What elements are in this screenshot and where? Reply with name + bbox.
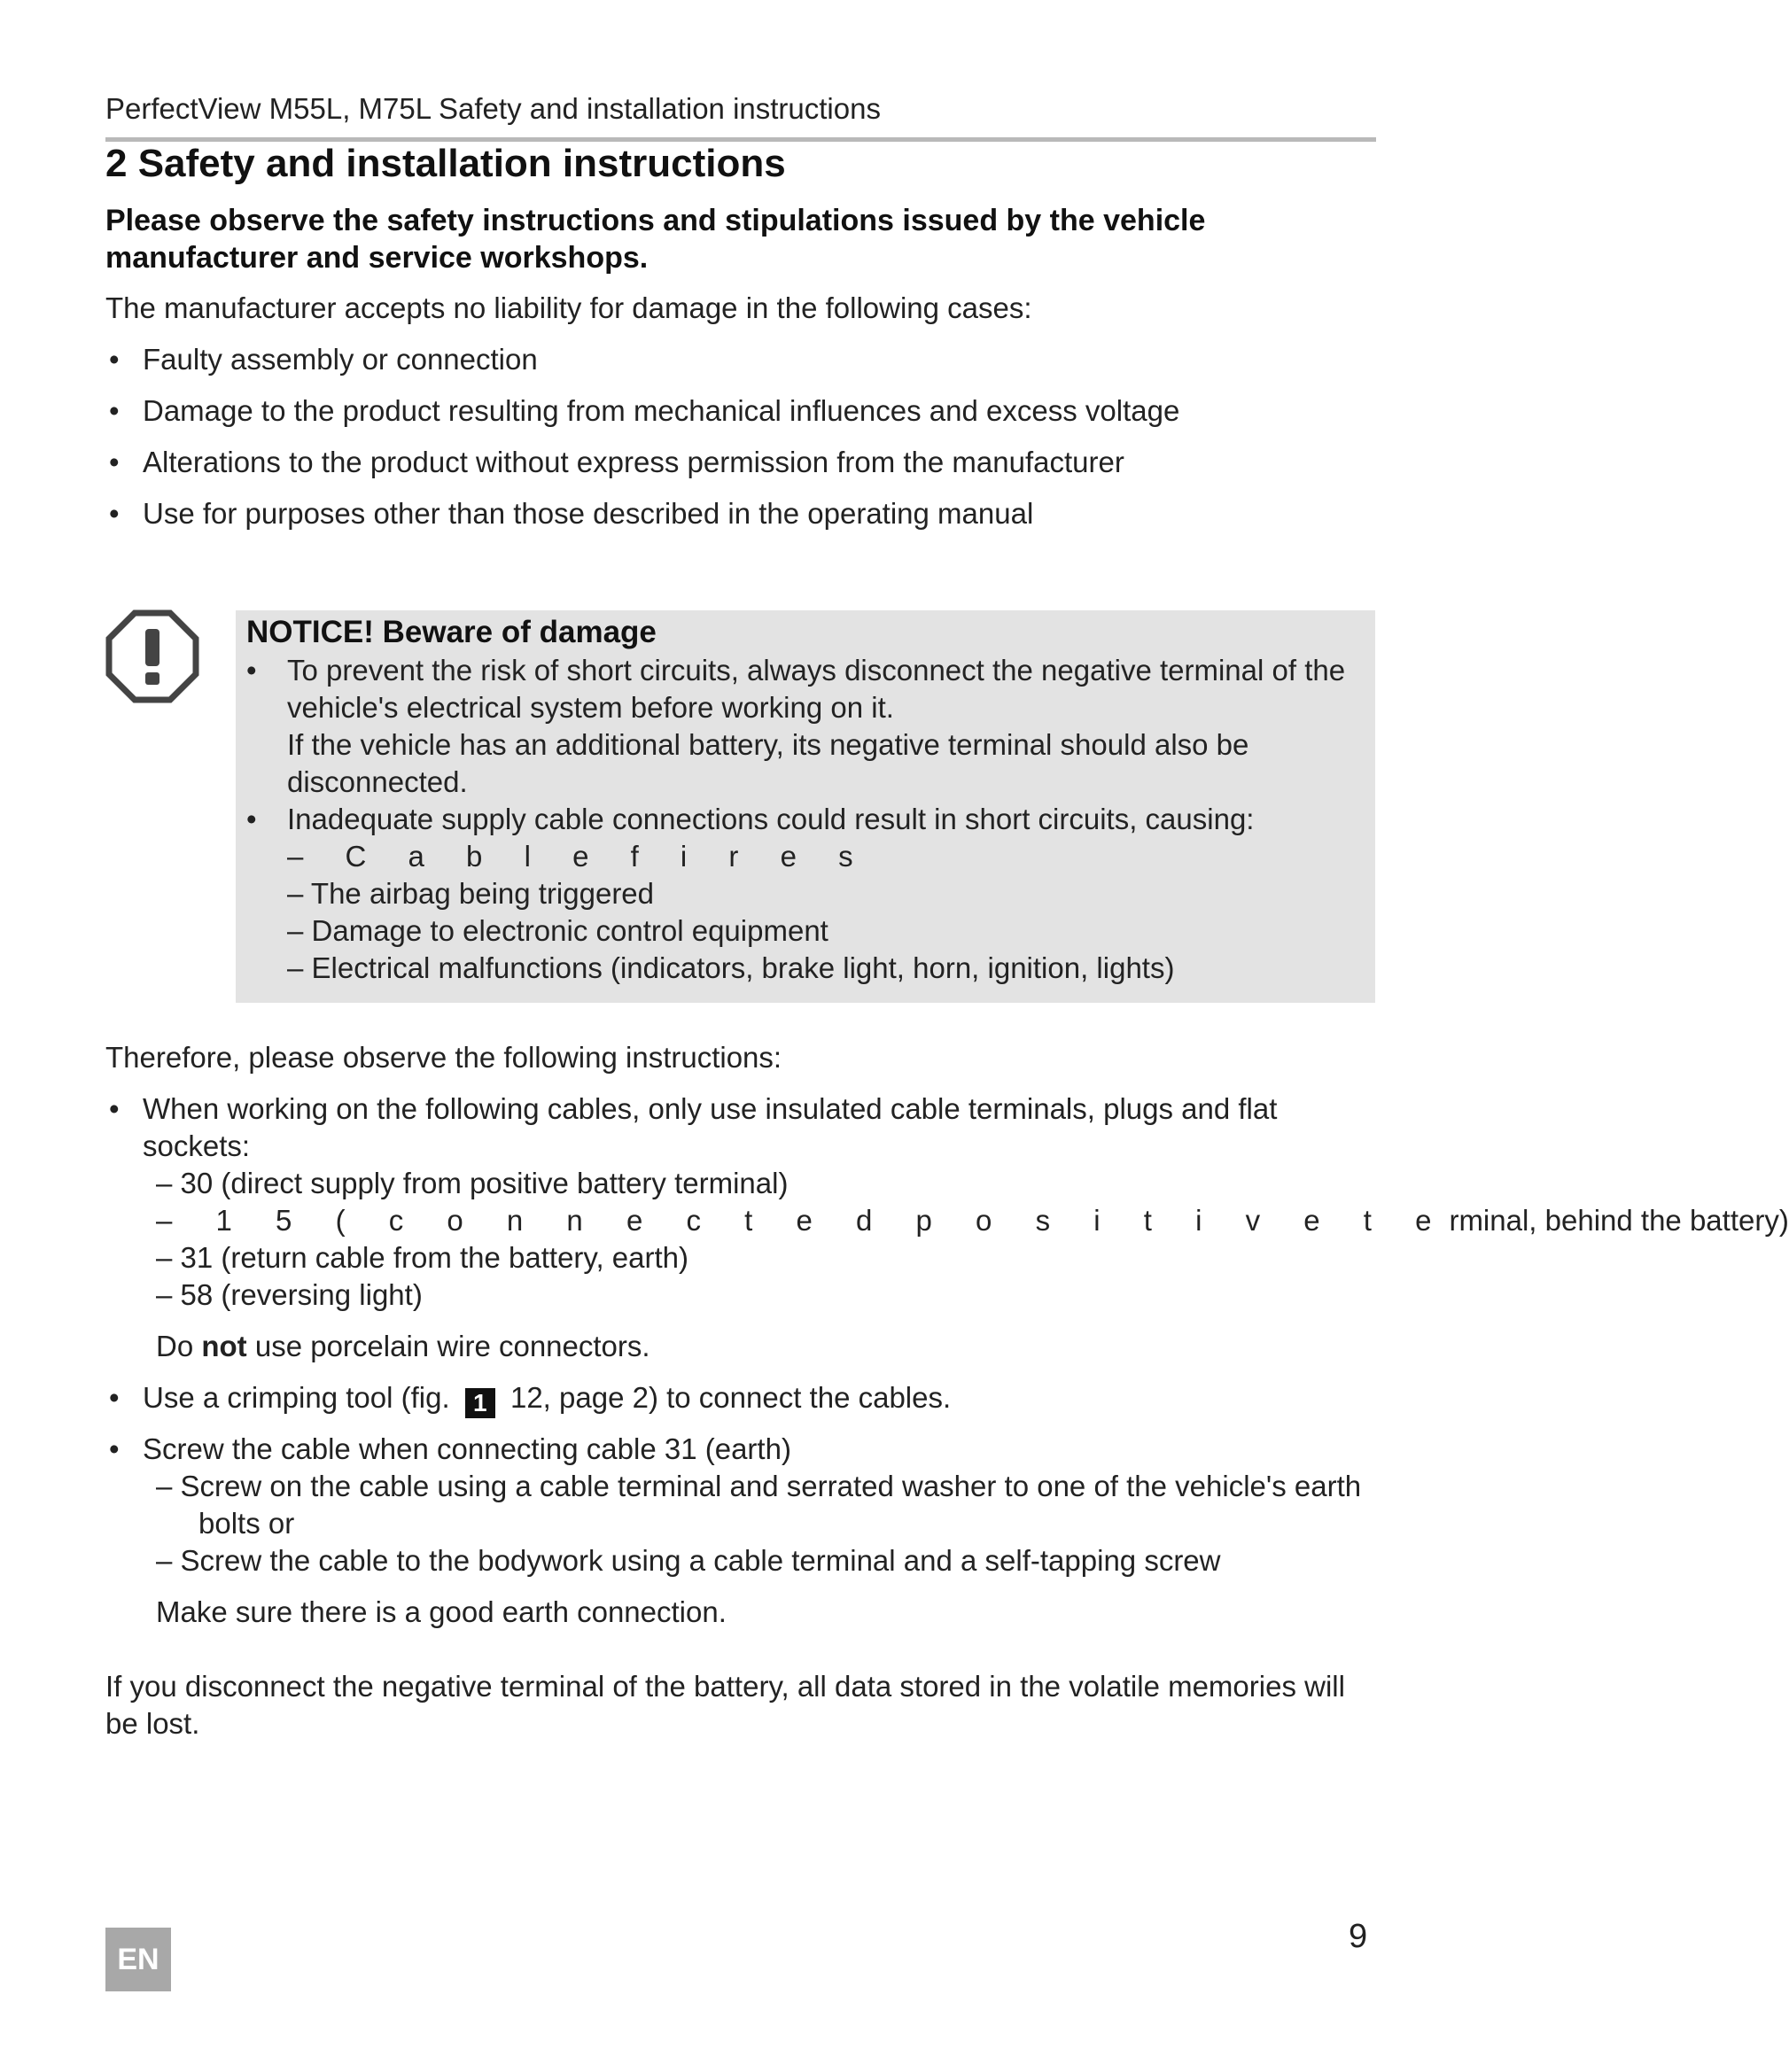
notice-item-line: disconnected. <box>287 765 468 798</box>
bullet-icon: • <box>109 394 120 427</box>
lead-line-1: Please observe the safety instructions and stipulations issued by the vehicle <box>105 204 1206 237</box>
closing-line: If you disconnect the negative terminal of the battery, all data stored in the volatile memories will <box>105 1670 1345 1703</box>
consequence-item: – Damage to electronic control equipment <box>287 914 828 947</box>
bullet-icon: • <box>246 654 257 687</box>
exclamation-octagon-icon <box>105 609 199 703</box>
notice-item-text <box>287 652 1345 801</box>
list-item-text: Use for purposes other than those described in the operating manual <box>143 497 1034 530</box>
bullet-icon: • <box>246 803 257 835</box>
bullet-icon: • <box>109 1432 120 1465</box>
earth-option-continued: bolts or <box>198 1507 295 1540</box>
liability-intro: The manufacturer accepts no liability for damage in the following cases: <box>105 291 1032 324</box>
list-item-text: Alterations to the product without express permission from the manufacturer <box>143 446 1124 478</box>
figure-reference-badge: 1 <box>465 1388 495 1418</box>
bullet-icon: • <box>109 1381 120 1414</box>
earth-note: Make sure there is a good earth connection. <box>156 1595 727 1628</box>
emphasis-not: not <box>201 1330 247 1362</box>
list-item-text <box>143 1090 1277 1165</box>
page-number: 9 <box>1349 1918 1368 1955</box>
cable-item-tail: rminal, behind the battery) <box>1449 1204 1789 1237</box>
lead-paragraph <box>105 202 1257 276</box>
earth-option: – Screw the cable to the bodywork using a cable terminal and a self-tapping screw <box>156 1544 1221 1577</box>
bullet-icon: • <box>109 1092 120 1125</box>
list-item-text: Use a crimping tool (fig. 1 12, page 2) to connect the cables. <box>143 1381 952 1416</box>
cable-item: – 58 (reversing light) <box>156 1278 423 1311</box>
earth-option: – Screw on the cable using a cable terminal and serrated washer to one of the vehicle's earth <box>156 1470 1362 1502</box>
cable-item: – 31 (return cable from the battery, earth) <box>156 1241 689 1274</box>
notice-item-text: Inadequate supply cable connections could result in short circuits, causing: <box>287 803 1255 835</box>
porcelain-warning: Do not use porcelain wire connectors. <box>156 1330 650 1362</box>
bullet-icon: • <box>109 497 120 530</box>
cable-item: – 1 5 ( c o n n e c t e d p o s i t i v e t erminal, behind the battery) <box>156 1204 1789 1237</box>
consequence-item: – The airbag being triggered <box>287 877 655 910</box>
closing-line: be lost. <box>105 1707 200 1740</box>
closing-paragraph <box>105 1668 1345 1742</box>
instructions-intro: Therefore, please observe the following instructions: <box>105 1041 782 1074</box>
notice-title: NOTICE! Beware of damage <box>246 615 657 649</box>
consequence-item: – C a b l e f i r e s <box>287 840 870 873</box>
section-title: 2 Safety and installation instructions <box>105 142 786 185</box>
notice-item-line: If the vehicle has an additional battery, its negative terminal should also be <box>287 728 1249 761</box>
language-badge: EN <box>105 1928 171 1991</box>
cable-item: – 30 (direct supply from positive battery terminal) <box>156 1167 789 1199</box>
list-item-line: sockets: <box>143 1129 251 1162</box>
bullet-icon: • <box>109 343 120 376</box>
notice-item-line: vehicle's electrical system before working on it. <box>287 691 894 724</box>
consequence-item: – Electrical malfunctions (indicators, brake light, horn, ignition, lights) <box>287 951 1175 984</box>
list-item-line: When working on the following cables, only use insulated cable terminals, plugs and flat <box>143 1092 1278 1125</box>
notice-item-line: To prevent the risk of short circuits, always disconnect the negative terminal of the <box>287 654 1346 687</box>
running-header: PerfectView M55L, M75L Safety and installation instructions <box>105 92 881 125</box>
list-item-text: Faulty assembly or connection <box>143 343 538 376</box>
bullet-icon: • <box>109 446 120 478</box>
list-item-text: Damage to the product resulting from mechanical influences and excess voltage <box>143 394 1180 427</box>
list-item-text: Screw the cable when connecting cable 31 (earth) <box>143 1432 791 1465</box>
lead-line-2: manufacturer and service workshops. <box>105 241 649 275</box>
